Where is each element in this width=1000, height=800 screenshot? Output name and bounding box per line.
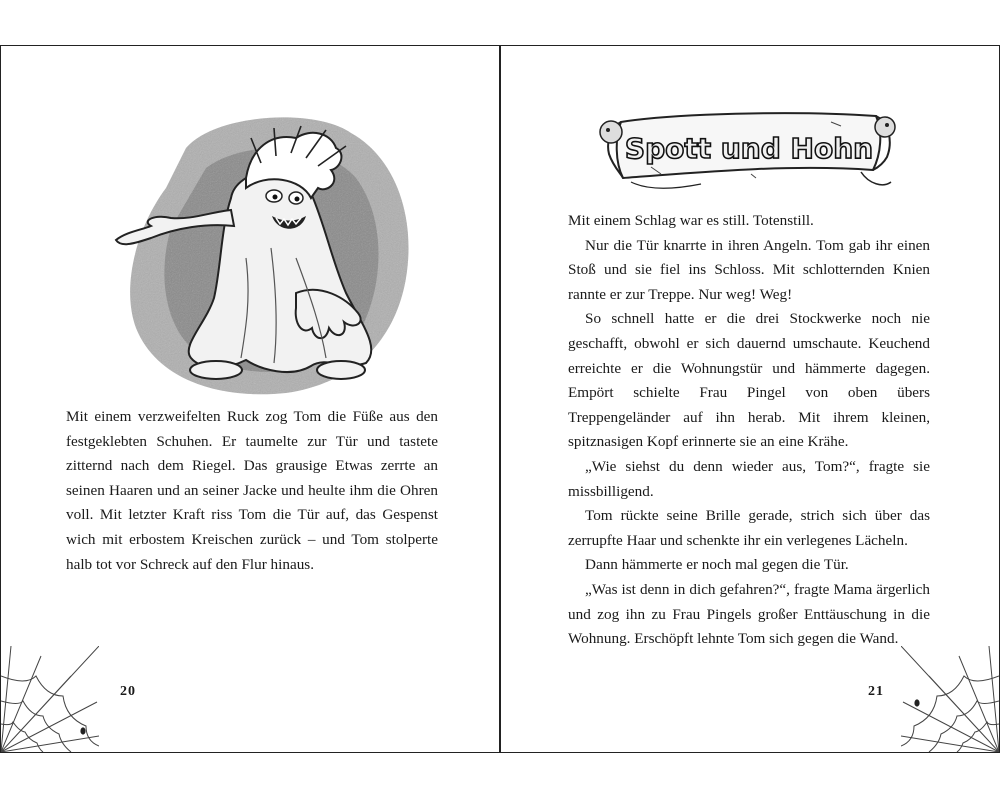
- book-spread: [0, 45, 1000, 753]
- page-number: 21: [868, 684, 884, 699]
- ghost-illustration: [96, 108, 436, 408]
- spider-web-icon: [1, 646, 99, 752]
- paragraph: So schnell hatte er die drei Stockwerke noch nie geschafft, obwohl er sich dauernd umschaute. Keuchend erreichte er die Wohnungstür und hämmerte dagegen. Empört schielte Frau Pingel von oben übers Treppengeländer auf ihn herab. Mit ihrem kleinen, spitznasigen Kopf erinnerte sie an eine Krähe.: [568, 310, 930, 451]
- body-text: [66, 405, 438, 577]
- chapter-title: Spott und Hohn: [624, 132, 874, 165]
- spider-web-icon: [901, 646, 999, 752]
- paragraph: Tom rückte seine Brille gerade, strich sich über das zerrupfte Haar und schenkte ihr ein verlegenes Lächeln.: [568, 507, 930, 549]
- right-page: [500, 45, 1000, 753]
- left-page: [0, 45, 500, 753]
- paragraph: Mit einem verzweifelten Ruck zog Tom die Füße aus den festgeklebten Schuhen. Er taumelte zur Tür und tastete zitternd nach dem Riegel. Das grausige Etwas zerrte an seinen Haaren und an seiner Jacke und heulte ihm die Ohren voll. Mit letzter Kraft riss Tom die Tür auf, das Gespenst wich mit erbostem Kreischen zurück – und Tom stolperte halb tot vor Schreck auf den Flur hinaus.: [66, 408, 438, 573]
- body-text: [568, 209, 930, 652]
- paragraph: „Was ist denn in dich gefahren?“, fragte Mama ärgerlich und zog ihn zu Frau Pingels großer Enttäuschung in die Wohnung. Erschöpft lehnte Tom sich gegen die Wand.: [568, 580, 930, 648]
- paragraph: Mit einem Schlag war es still. Totenstill.: [568, 212, 814, 229]
- chapter-title-banner: [591, 92, 901, 202]
- paragraph: Dann hämmerte er noch mal gegen die Tür.: [585, 556, 849, 574]
- page-number: 20: [120, 684, 136, 699]
- paragraph: Nur die Tür knarrte in ihren Angeln. Tom gab ihr einen Stoß und sie fiel ins Schloss. Mit schlotternden Knien rannte er zur Treppe. Nur weg! Weg!: [568, 236, 930, 303]
- paragraph: „Wie siehst du denn wieder aus, Tom?“, fragte sie missbilligend.: [568, 457, 930, 500]
